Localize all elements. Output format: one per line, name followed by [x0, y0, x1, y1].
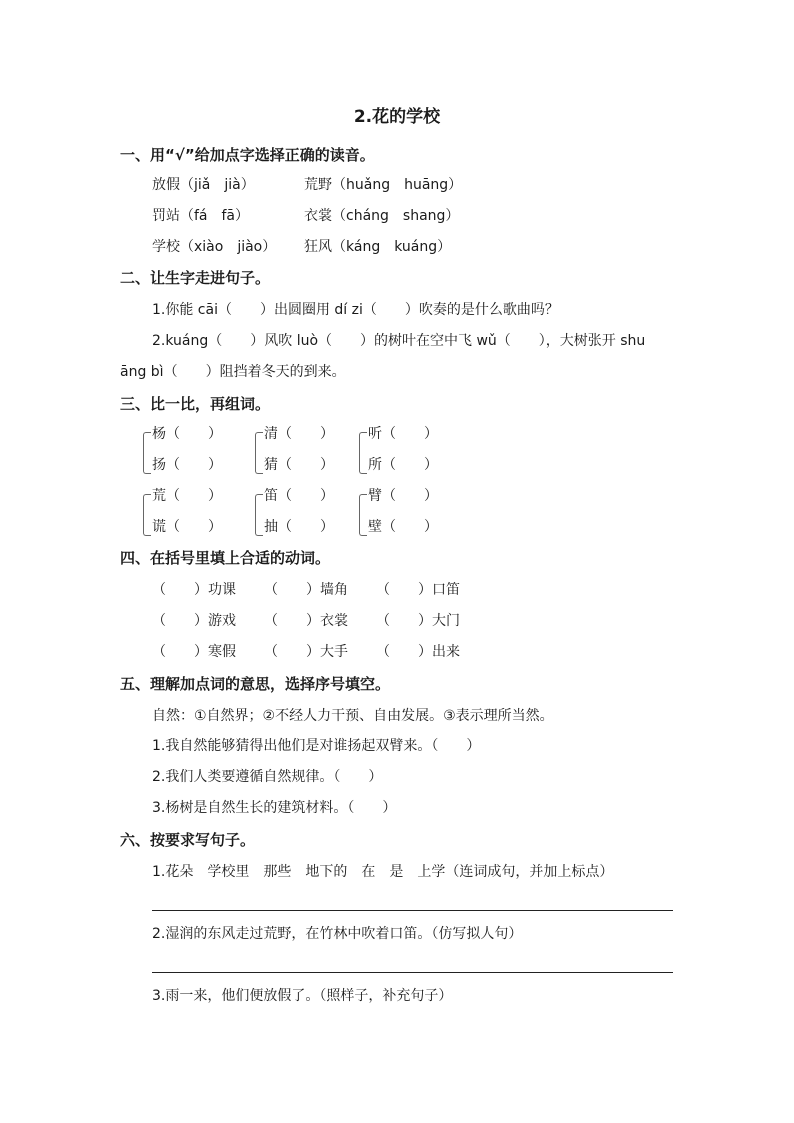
- compare-word: 扬（ ）: [152, 457, 222, 473]
- compare-word: 清（ ）: [264, 426, 334, 442]
- section-2-heading: 二、让生字走进句子。: [120, 269, 271, 287]
- pinyin-item: 衣裳（cháng shang）: [304, 208, 460, 224]
- brace: [359, 432, 367, 474]
- section-1-heading: 一、用“√”给加点字选择正确的读音。: [120, 146, 375, 164]
- pinyin-item: 放假（jiǎ jià）: [152, 177, 255, 193]
- section-4-heading: 四、在括号里填上合适的动词。: [120, 549, 331, 567]
- brace: [143, 432, 151, 474]
- compare-word: 臂（ ）: [368, 488, 438, 504]
- sentence-1: 1.你能 cāi（ ）出圆圈用 dí zi（ ）吹奏的是什么歌曲吗？: [152, 302, 559, 318]
- compare-word: 杨（ ）: [152, 426, 222, 442]
- compare-word: 抽（ ）: [264, 519, 334, 535]
- task-1: 1.花朵 学校里 那些 地下的 在 是 上学（连词成句，并加上标点）: [152, 864, 614, 880]
- section-5-heading: 五、理解加点词的意思，选择序号填空。: [120, 675, 391, 693]
- compare-word: 笛（ ）: [264, 488, 334, 504]
- compare-word: 谎（ ）: [152, 519, 222, 535]
- task-2: 2.湿润的东风走过荒野，在竹林中吹着口笛。（仿写拟人句）: [152, 926, 523, 942]
- verb-item: （ ）大门: [376, 613, 460, 629]
- brace: [255, 494, 263, 536]
- compare-word: 听（ ）: [368, 426, 438, 442]
- verb-item: （ ）寒假: [152, 644, 236, 660]
- verb-item: （ ）衣裳: [264, 613, 348, 629]
- pinyin-item: 学校（xiào jiào）: [152, 239, 277, 255]
- answer-line: [152, 972, 673, 973]
- verb-item: （ ）出来: [376, 644, 460, 660]
- compare-word: 荒（ ）: [152, 488, 222, 504]
- verb-item: （ ）大手: [264, 644, 348, 660]
- definition: 自然：①自然界；②不经人力干预、自由发展。③表示理所当然。: [152, 708, 554, 724]
- verb-item: （ ）墙角: [264, 582, 348, 598]
- page-title: 2.花的学校: [353, 107, 441, 127]
- verb-item: （ ）功课: [152, 582, 236, 598]
- question-2: 2.我们人类要遵循自然规律。（ ）: [152, 769, 383, 785]
- compare-word: 壁（ ）: [368, 519, 438, 535]
- sentence-2-line-1: 2.kuáng（ ）风吹 luò（ ）的树叶在空中飞 wǔ（ ），大树张开 shu: [152, 333, 646, 349]
- verb-item: （ ）游戏: [152, 613, 236, 629]
- pinyin-item: 罚站（fá fā）: [152, 208, 250, 224]
- pinyin-item: 狂风（káng kuáng）: [304, 239, 452, 255]
- compare-word: 所（ ）: [368, 457, 438, 473]
- section-3-heading: 三、比一比，再组词。: [120, 395, 271, 413]
- task-3: 3.雨一来，他们便放假了。（照样子，补充句子）: [152, 988, 453, 1004]
- question-3: 3.杨树是自然生长的建筑材料。（ ）: [152, 800, 397, 816]
- sentence-2-line-2: āng bì（ ）阻挡着冬天的到来。: [120, 364, 346, 380]
- section-6-heading: 六、按要求写句子。: [120, 831, 256, 849]
- brace: [255, 432, 263, 474]
- brace: [143, 494, 151, 536]
- verb-item: （ ）口笛: [376, 582, 460, 598]
- answer-line: [152, 910, 673, 911]
- brace: [359, 494, 367, 536]
- pinyin-item: 荒野（huǎng huāng）: [304, 177, 463, 193]
- compare-word: 猜（ ）: [264, 457, 334, 473]
- question-1: 1.我自然能够猜得出他们是对谁扬起双臂来。（ ）: [152, 738, 481, 754]
